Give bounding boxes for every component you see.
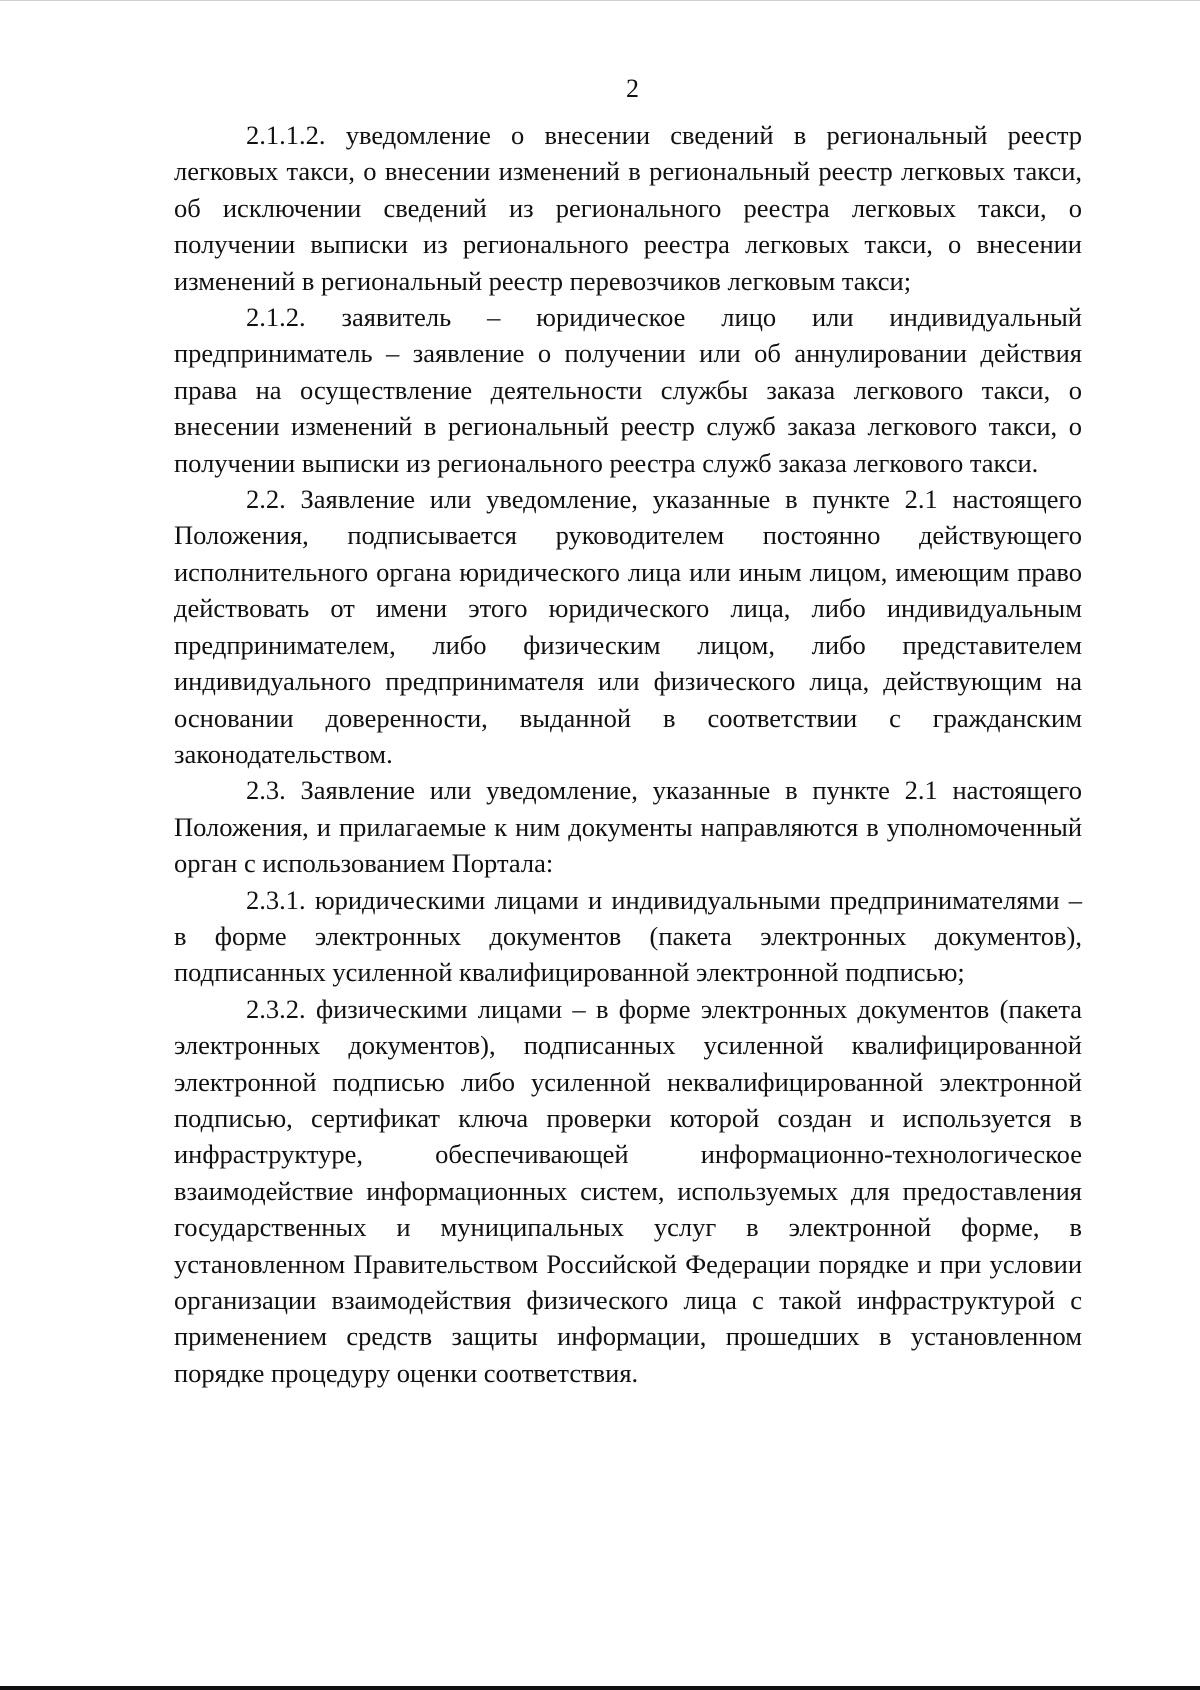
document-body: [174, 117, 1082, 1391]
paragraph-2-1-1-2: 2.1.1.2. уведомление о внесении сведений в региональный реестр легковых такси, о внесении изменений в региональный реестр легковых такси, об исключении сведений из регионального реестра легковых такси, о получении выписки из регионального реестра легковых такси, о внесении изменений в региональный реестр перевозчиков легковым такси;: [174, 120, 1082, 296]
page-number: 2: [626, 74, 639, 103]
scan-bottom-edge: [0, 1686, 1200, 1690]
paragraph-2-1-2: 2.1.2. заявитель – юридическое лицо или индивидуальный предприниматель – заявление о получении или об аннулировании действия права на осуществление деятельности службы заказа легкового такси, о внесении изменений в региональный реестр служб заказа легкового такси, о получении выписки из регионального реестра служб заказа легкового такси.: [174, 302, 1082, 478]
paragraph-2-3: 2.3. Заявление или уведомление, указанные в пункте 2.1 настоящего Положения, и прилагаемые к ним документы направляются в уполномоченный орган с использованием Портала:: [174, 775, 1082, 879]
paragraph-2-3-2: 2.3.2. физическими лицами – в форме электронных документов (пакета электронных документов), подписанных усиленной квалифицированной электронной подписью либо усиленной неквалифицированной электронной подписью, сертификат ключа проверки которой создан и используется в инфраструктуре, обеспечивающей информационно-технологическое взаимодействие информационных систем, используемых для предоставления государственных и муниципальных услуг в электронной форме, в установленном Правительством Российской Федерации порядке и при условии организации взаимодействия физического лица с такой инфраструктурой с применением средств защиты информации, прошедших в установленном порядке процедуру оценки соответствия.: [174, 993, 1082, 1388]
paragraph-2-2: 2.2. Заявление или уведомление, указанные в пункте 2.1 настоящего Положения, подписывается руководителем постоянно действующего исполнительного органа юридического лица или иным лицом, имеющим право действовать от имени этого юридического лица, либо индивидуальным предпринимателем, либо физическим лицом, либо представителем индивидуального предпринимателя или физического лица, действующим на основании доверенности, выданной в соответствии с гражданским законодательством.: [174, 484, 1082, 769]
paragraph-2-3-1: 2.3.1. юридическими лицами и индивидуальными предпринимателями – в форме электронных документов (пакета электронных документов), подписанных усиленной квалифицированной электронной подписью;: [174, 884, 1082, 988]
